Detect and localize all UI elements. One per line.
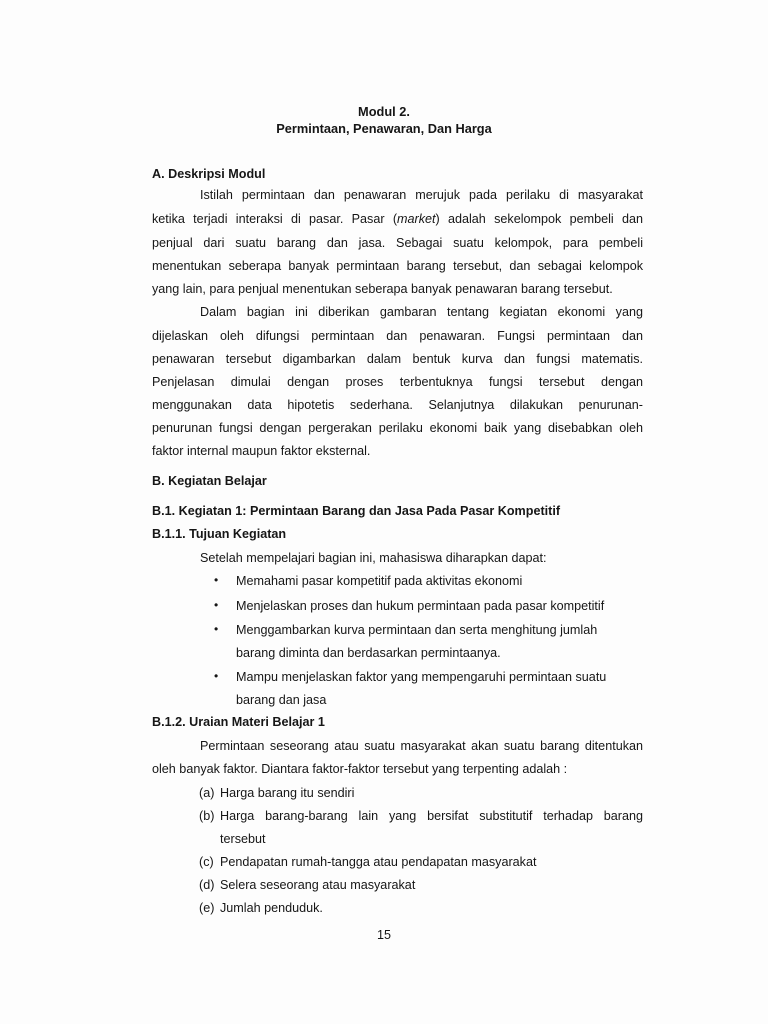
bullet-icon: • — [214, 669, 219, 683]
italic-term: market — [397, 212, 436, 226]
factor-text: Harga barang itu sendiri — [220, 786, 355, 800]
objective-item: Mampu menjelaskan faktor yang mempengaruhi permintaan suatu — [236, 670, 607, 684]
paragraph-line: penjual dari suatu barang dan jasa. Sebagai suatu kelompok, para pembeli — [152, 236, 643, 250]
subsection-b1-heading: B.1. Kegiatan 1: Permintaan Barang dan Jasa Pada Pasar Kompetitif — [152, 504, 561, 518]
paragraph-line: Penjelasan dimulai dengan proses terbentuknya fungsi tersebut dengan — [152, 375, 643, 389]
section-b-heading: B. Kegiatan Belajar — [152, 474, 267, 488]
objective-item: Menjelaskan proses dan hukum permintaan pada pasar kompetitif — [236, 599, 605, 613]
factor-label: (b) — [199, 809, 215, 823]
factor-text-continuation: tersebut — [220, 832, 266, 846]
bullet-icon: • — [214, 573, 219, 587]
paragraph-line: penurunan fungsi dengan pergerakan perilaku ekonomi baik yang disebabkan oleh — [152, 421, 643, 435]
factor-text: Pendapatan rumah-tangga atau pendapatan masyarakat — [220, 855, 537, 869]
page-number: 15 — [376, 928, 391, 942]
factor-text: Jumlah penduduk. — [220, 901, 323, 915]
factor-text: Selera seseorang atau masyarakat — [220, 878, 416, 892]
paragraph-line: menentukan seberapa banyak permintaan barang tersebut, dan sebagai kelompok — [152, 259, 643, 273]
paragraph-line: Istilah permintaan dan penawaran merujuk pada perilaku di masyarakat — [200, 188, 643, 202]
module-title: Permintaan, Penawaran, Dan Harga — [276, 121, 492, 136]
objectives-intro: Setelah mempelajari bagian ini, mahasiswa diharapkan dapat: — [200, 551, 547, 565]
paragraph-line: Dalam bagian ini diberikan gambaran tentang kegiatan ekonomi yang — [200, 305, 643, 319]
bullet-icon: • — [214, 598, 219, 612]
factor-label: (c) — [199, 855, 214, 869]
paragraph-line: Permintaan seseorang atau suatu masyarakat akan suatu barang ditentukan — [200, 739, 643, 753]
paragraph-line: dijelaskan oleh difungsi permintaan dan penawaran. Fungsi permintaan dan — [152, 329, 643, 343]
text-span: ) adalah sekelompok pembeli dan — [435, 212, 643, 226]
section-a-heading: A. Deskripsi Modul — [152, 167, 266, 181]
subsection-b12-heading: B.1.2. Uraian Materi Belajar 1 — [152, 715, 325, 729]
factor-label: (a) — [199, 786, 215, 800]
factor-label: (e) — [199, 901, 215, 915]
module-number: Modul 2. — [358, 104, 410, 119]
objective-item: Menggambarkan kurva permintaan dan serta menghitung jumlah — [236, 623, 598, 637]
paragraph-line: menggunakan data hipotetis sederhana. Selanjutnya dilakukan penurunan- — [152, 398, 643, 412]
paragraph-line: yang lain, para penjual menentukan seberapa banyak penawaran barang tersebut. — [152, 282, 613, 296]
factor-text: Harga barang-barang lain yang bersifat substitutif terhadap barang — [220, 809, 643, 823]
objective-item-continuation: barang dan jasa — [236, 693, 327, 707]
factor-label: (d) — [199, 878, 215, 892]
paragraph-line — [152, 211, 643, 227]
objective-item-continuation: barang diminta dan berdasarkan permintaanya. — [236, 646, 501, 660]
text-span: ketika terjadi interaksi di pasar. Pasar ( — [152, 212, 398, 226]
objective-item: Memahami pasar kompetitif pada aktivitas ekonomi — [236, 574, 523, 588]
bullet-icon: • — [214, 622, 219, 636]
paragraph-line: oleh banyak faktor. Diantara faktor-faktor tersebut yang terpenting adalah : — [152, 762, 568, 776]
paragraph-line: faktor internal maupun faktor eksternal. — [152, 444, 371, 458]
subsection-b11-heading: B.1.1. Tujuan Kegiatan — [152, 527, 287, 541]
paragraph-line: penawaran tersebut digambarkan dalam bentuk kurva dan fungsi matematis. — [152, 352, 643, 366]
